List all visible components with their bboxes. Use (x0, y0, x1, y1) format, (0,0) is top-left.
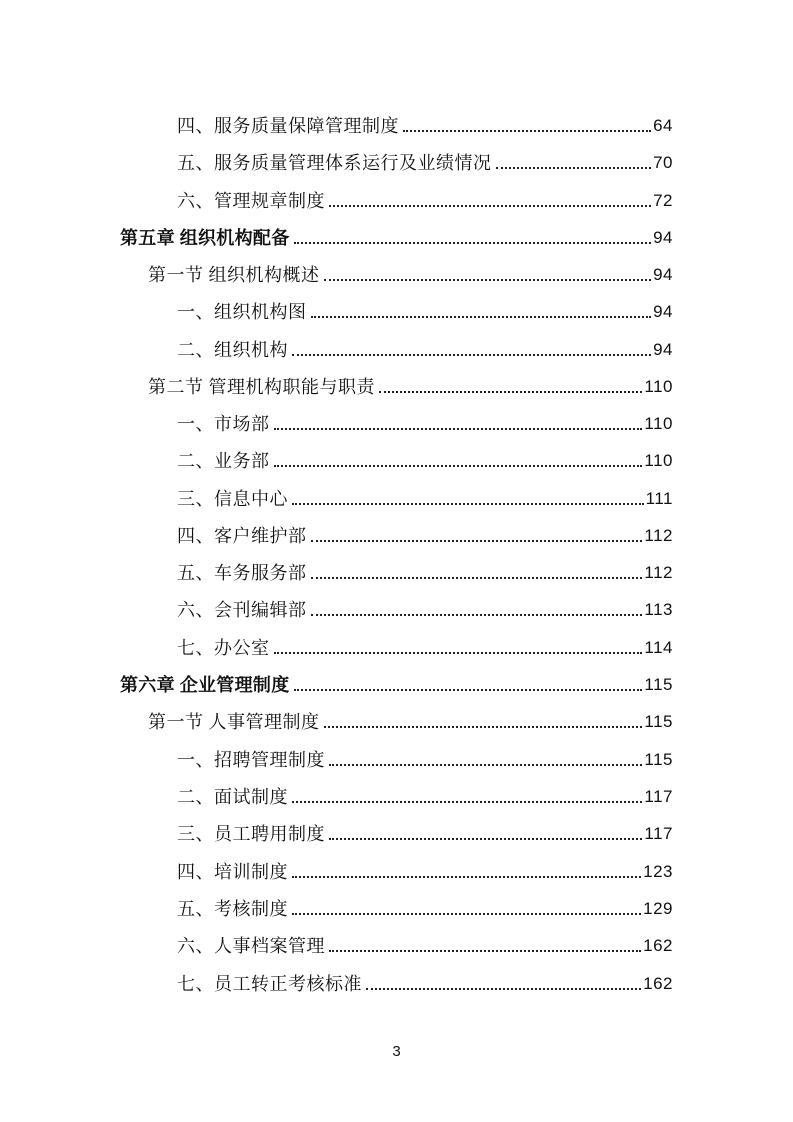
toc-entry[interactable] (177, 398, 673, 435)
dot-leader (311, 614, 643, 616)
toc-entry-title: 第五章 组织机构配备 (120, 228, 290, 248)
toc-entry[interactable] (177, 324, 673, 361)
toc-entry-title: 二、组织机构 (177, 340, 288, 360)
toc-entry[interactable] (177, 958, 673, 995)
toc-entry-page: 110 (644, 377, 673, 396)
toc-entry-page: 129 (643, 899, 673, 918)
toc-entry[interactable] (177, 286, 673, 323)
dot-leader (329, 205, 651, 207)
toc-entry[interactable] (177, 846, 673, 883)
toc-entry-page: 123 (643, 862, 673, 881)
toc-entry-title: 第六章 企业管理制度 (120, 675, 290, 695)
toc-entry-page: 162 (643, 936, 673, 955)
toc-entry-page: 110 (644, 414, 673, 433)
dot-leader (292, 876, 641, 878)
toc-entry[interactable] (177, 584, 673, 621)
toc-chapter-entry[interactable] (120, 659, 673, 696)
dot-leader (274, 465, 643, 467)
toc-entry-page: 115 (644, 712, 673, 731)
dot-leader (292, 354, 651, 356)
toc-section-entry[interactable] (148, 696, 673, 733)
toc-entry-title: 七、办公室 (177, 638, 270, 658)
toc-entry-page: 113 (644, 600, 673, 619)
toc-entry[interactable] (177, 808, 673, 845)
toc-entry-title: 二、面试制度 (177, 787, 288, 807)
toc-section-entry[interactable] (148, 361, 673, 398)
dot-leader (292, 913, 641, 915)
toc-entry-page: 114 (644, 638, 673, 657)
toc-entry-title: 三、员工聘用制度 (177, 824, 325, 844)
toc-entry-title: 一、招聘管理制度 (177, 750, 325, 770)
toc-entry-page: 115 (644, 675, 673, 694)
dot-leader (294, 689, 643, 691)
toc-entry[interactable] (177, 622, 673, 659)
toc-entry-title: 第二节 管理机构职能与职责 (148, 377, 375, 397)
toc-entry-page: 72 (653, 191, 673, 210)
toc-entry-page: 111 (645, 489, 673, 508)
dot-leader (329, 764, 642, 766)
toc-entry-title: 一、组织机构图 (177, 302, 307, 322)
toc-entry-page: 94 (653, 302, 673, 321)
dot-leader (294, 242, 652, 244)
dot-leader (379, 391, 642, 393)
toc-entry[interactable] (177, 175, 673, 212)
toc-entry-page: 94 (653, 265, 673, 284)
toc-entry[interactable] (177, 435, 673, 472)
toc-entry[interactable] (177, 920, 673, 957)
dot-leader (311, 540, 643, 542)
toc-entry-title: 六、管理规章制度 (177, 191, 325, 211)
dot-leader (324, 726, 643, 728)
toc-entry-title: 六、人事档案管理 (177, 936, 325, 956)
toc-entry-page: 94 (653, 228, 673, 247)
dot-leader (292, 801, 642, 803)
toc-entry[interactable] (177, 473, 673, 510)
toc-entry-title: 四、服务质量保障管理制度 (177, 116, 399, 136)
toc-entry-page: 112 (644, 526, 673, 545)
dot-leader (403, 130, 651, 132)
toc-entry-page: 117 (644, 787, 673, 806)
dot-leader (329, 838, 642, 840)
toc-entry-page: 110 (644, 451, 673, 470)
toc-entry-title: 第一节 人事管理制度 (148, 712, 320, 732)
dot-leader (311, 316, 652, 318)
toc-entry-title: 五、考核制度 (177, 899, 288, 919)
toc-entry-title: 四、培训制度 (177, 862, 288, 882)
dot-leader (274, 428, 643, 430)
toc-entry-title: 七、员工转正考核标准 (177, 974, 362, 994)
page-number: 3 (392, 1043, 401, 1060)
toc-entry-title: 五、车务服务部 (177, 563, 307, 583)
dot-leader (292, 503, 644, 505)
toc-entry-title: 五、服务质量管理体系运行及业绩情况 (177, 153, 492, 173)
toc-entry-title: 六、会刊编辑部 (177, 600, 307, 620)
dot-leader (274, 652, 643, 654)
toc-entry[interactable] (177, 100, 673, 137)
toc-entry-page: 64 (653, 116, 673, 135)
dot-leader (324, 279, 652, 281)
toc-entry-title: 二、业务部 (177, 451, 270, 471)
dot-leader (329, 950, 641, 952)
toc-entry[interactable] (177, 547, 673, 584)
toc-entry[interactable] (177, 137, 673, 174)
toc-entry-page: 162 (643, 974, 673, 993)
toc-entry-page: 117 (644, 824, 673, 843)
toc-entry-title: 四、客户维护部 (177, 526, 307, 546)
toc-entry-title: 一、市场部 (177, 414, 270, 434)
toc-entry-page: 70 (653, 153, 673, 172)
dot-leader (496, 167, 652, 169)
toc-entry[interactable] (177, 771, 673, 808)
toc-entry-page: 112 (644, 563, 673, 582)
toc-entry[interactable] (177, 734, 673, 771)
toc-entry[interactable] (177, 883, 673, 920)
toc-entry[interactable] (177, 510, 673, 547)
toc-section-entry[interactable] (148, 249, 673, 286)
toc-entry-title: 三、信息中心 (177, 489, 288, 509)
toc-entry-page: 115 (644, 750, 673, 769)
toc-chapter-entry[interactable] (120, 212, 673, 249)
dot-leader (311, 577, 643, 579)
dot-leader (366, 988, 641, 990)
toc-entry-title: 第一节 组织机构概述 (148, 265, 320, 285)
toc-entry-page: 94 (653, 340, 673, 359)
